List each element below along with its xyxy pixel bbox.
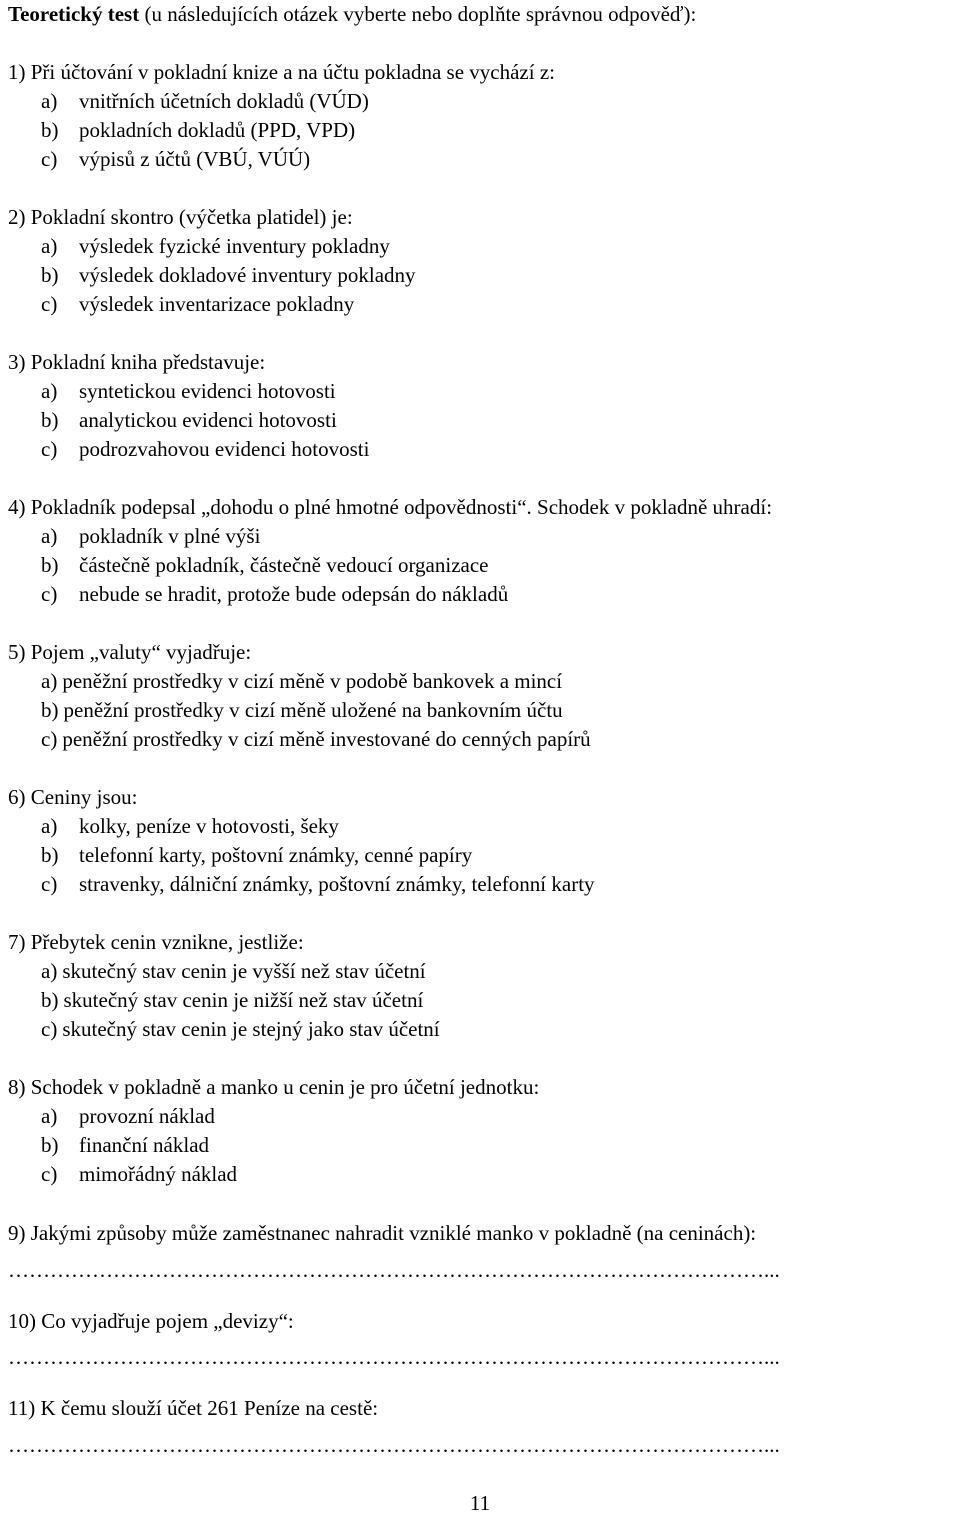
option-b: b) finanční náklad	[41, 1133, 210, 1157]
answer-line-9[interactable]: ………………………………………………………………………………………………...	[8, 1258, 780, 1282]
option-c: c) nebude se hradit, protože bude odepsán do nákladů	[41, 582, 509, 606]
option-c: c) skutečný stav cenin je stejný jako stav účetní	[41, 1017, 440, 1041]
option-a: a) pokladník v plné výši	[41, 524, 261, 548]
heading-instruction: (u následujících otázek vyberte nebo doplňte správnou odpověď):	[139, 2, 697, 26]
question-title: 4) Pokladník podepsal „dohodu o plné hmotné odpovědnosti“. Schodek v pokladně uhradí:	[8, 495, 773, 519]
question-3	[8, 348, 369, 464]
heading-bold: Teoretický test	[8, 2, 140, 26]
answer-line-11[interactable]: ………………………………………………………………………………………………...	[8, 1433, 780, 1457]
question-title: 8) Schodek v pokladně a manko u cenin je pro účetní jednotku:	[8, 1075, 540, 1099]
question-title: 7) Přebytek cenin vznikne, jestliže:	[8, 930, 304, 954]
question-4	[8, 493, 772, 609]
question-9	[8, 1219, 756, 1248]
question-title: 6) Ceniny jsou:	[8, 785, 138, 809]
option-b: b) analytickou evidenci hotovosti	[41, 408, 337, 432]
answer-line-10[interactable]: ………………………………………………………………………………………………...	[8, 1345, 780, 1369]
option-b: b) částečně pokladník, částečně vedoucí organizace	[41, 553, 489, 577]
question-title: 3) Pokladní kniha představuje:	[8, 350, 266, 374]
option-c: c) stravenky, dálniční známky, poštovní známky, telefonní karty	[41, 872, 595, 896]
option-c: c) peněžní prostředky v cizí měně investované do cenných papírů	[41, 727, 591, 751]
option-c: c) výsledek inventarizace pokladny	[41, 292, 355, 316]
option-b: b) peněžní prostředky v cizí měně uložené na bankovním účtu	[41, 698, 563, 722]
option-c: c) mimořádný náklad	[41, 1162, 238, 1186]
question-11	[8, 1394, 378, 1423]
option-a: a) kolky, peníze v hotovosti, šeky	[41, 814, 339, 838]
question-2	[8, 203, 416, 319]
option-b: b) skutečný stav cenin je nižší než stav účetní	[41, 988, 424, 1012]
question-1	[8, 58, 555, 174]
test-heading	[8, 0, 696, 29]
question-title: 10) Co vyjadřuje pojem „devizy“:	[8, 1309, 294, 1333]
question-10	[8, 1307, 294, 1336]
option-a: a) syntetickou evidenci hotovosti	[41, 379, 336, 403]
option-c: c) podrozvahovou evidenci hotovosti	[41, 437, 370, 461]
question-title: 2) Pokladní skontro (výčetka platidel) je:	[8, 205, 353, 229]
option-a: a) výsledek fyzické inventury pokladny	[41, 234, 390, 258]
question-5	[8, 638, 591, 754]
option-a: a) vnitřních účetních dokladů (VÚD)	[41, 89, 369, 113]
option-a: a) skutečný stav cenin je vyšší než stav účetní	[41, 959, 426, 983]
option-b: b) pokladních dokladů (PPD, VPD)	[41, 118, 356, 142]
question-title: 1) Při účtování v pokladní knize a na účtu pokladna se vychází z:	[8, 60, 555, 84]
question-6	[8, 783, 595, 899]
page-number: 11	[469, 1491, 491, 1515]
option-c: c) výpisů z účtů (VBÚ, VÚÚ)	[41, 147, 311, 171]
option-a: a) provozní náklad	[41, 1104, 215, 1128]
question-title: 11) K čemu slouží účet 261 Peníze na cestě:	[8, 1396, 379, 1420]
question-title: 5) Pojem „valuty“ vyjadřuje:	[8, 640, 252, 664]
option-b: b) výsledek dokladové inventury pokladny	[41, 263, 416, 287]
option-a: a) peněžní prostředky v cizí měně v podobě bankovek a mincí	[41, 669, 563, 693]
question-7	[8, 928, 440, 1044]
question-8	[8, 1073, 539, 1189]
question-title: 9) Jakými způsoby může zaměstnanec nahradit vzniklé manko v pokladně (na ceninách):	[8, 1221, 757, 1245]
option-b: b) telefonní karty, poštovní známky, cenné papíry	[41, 843, 473, 867]
